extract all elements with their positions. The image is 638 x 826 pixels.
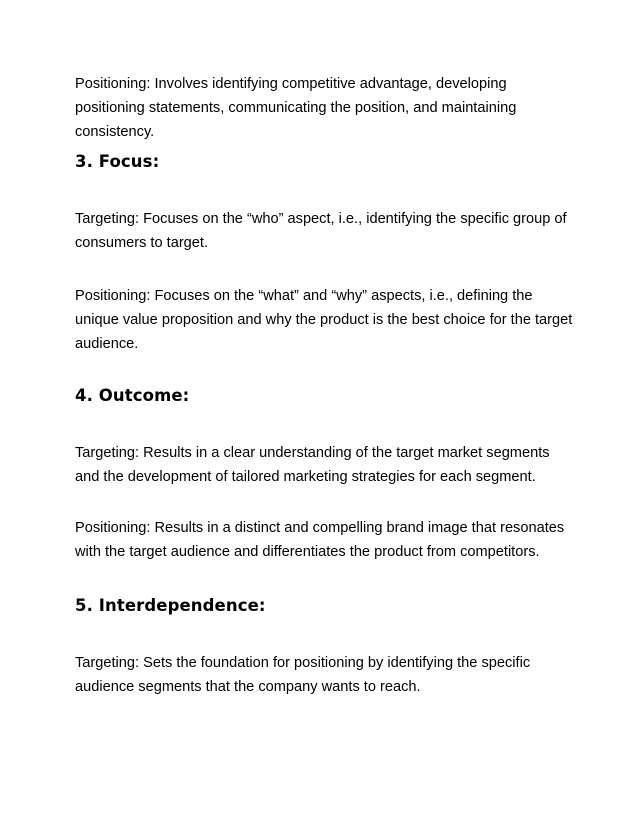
section-heading-focus: 3. Focus: bbox=[75, 152, 160, 171]
paragraph-positioning-focus: Positioning: Focuses on the “what” and “why” aspects, i.e., defining the unique value proposition and why the product is the best choice for the target audience. bbox=[75, 288, 573, 352]
paragraph-targeting-interdependence: Targeting: Sets the foundation for positioning by identifying the specific audience segments that the company wants to reach. bbox=[75, 655, 531, 695]
paragraph-positioning-outcome: Positioning: Results in a distinct and compelling brand image that resonates with the target audience and differentiates the product from competitors. bbox=[75, 520, 565, 560]
paragraph-targeting-focus: Targeting: Focuses on the “who” aspect, i.e., identifying the specific group of consumers to target. bbox=[75, 211, 567, 251]
paragraph-positioning-activities: Positioning: Involves identifying competitive advantage, developing positioning statements, communicating the position, and maintaining consistency. bbox=[75, 76, 517, 140]
section-heading-outcome: 4. Outcome: bbox=[75, 386, 190, 405]
section-heading-interdependence: 5. Interdependence: bbox=[75, 596, 266, 615]
paragraph-targeting-outcome: Targeting: Results in a clear understanding of the target market segments and the development of tailored marketing strategies for each segment. bbox=[75, 445, 550, 485]
